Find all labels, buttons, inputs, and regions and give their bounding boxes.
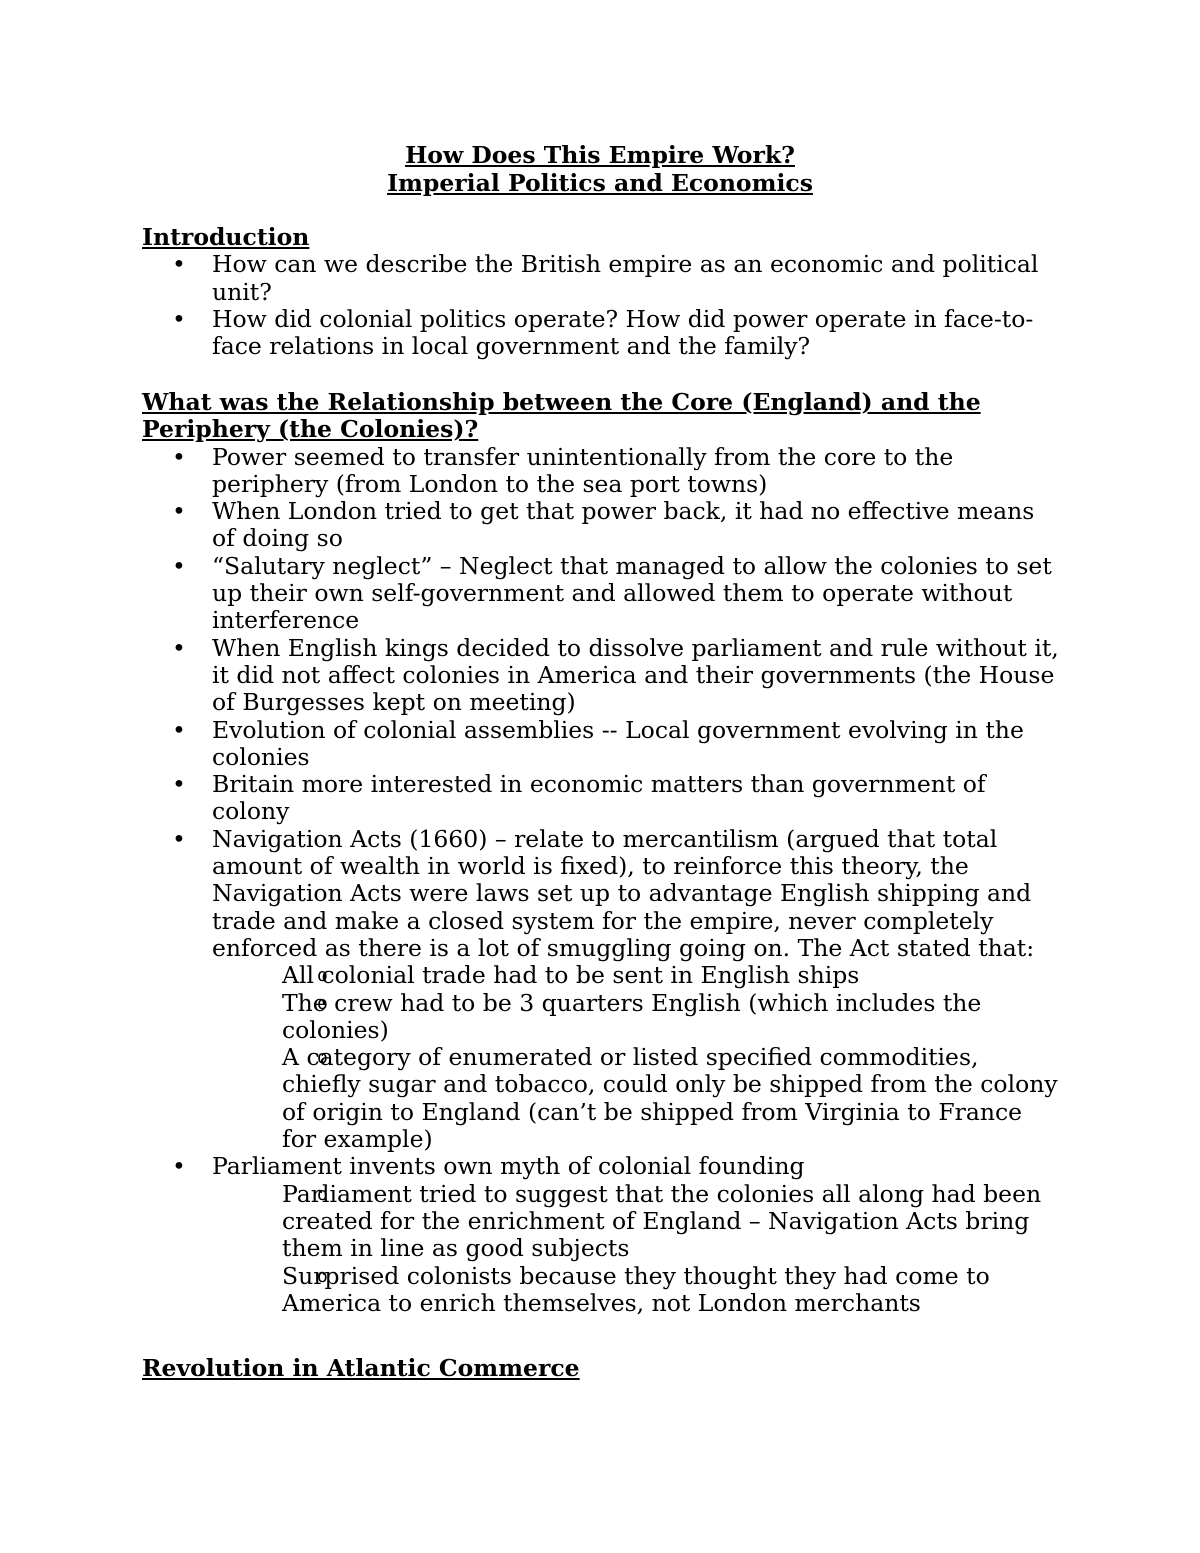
section-core-periphery bbox=[142, 389, 1062, 1317]
bullet-list bbox=[142, 444, 1062, 1318]
list-item-text: Parliament invents own myth of colonial founding bbox=[212, 1152, 805, 1181]
list-item bbox=[142, 826, 1062, 1154]
list-item: • Britain more interested in economic matters than government of colony bbox=[142, 771, 1062, 826]
list-item-text: Navigation Acts (1660) – relate to mercantilism (argued that total amount of wealth in world is fixed), to reinforce this theory, the Navigation Acts were laws set up to advantage English shipping and trade and make a closed system for the empire, never completely enforced as there is a lot of smuggling going on. The Act stated that: bbox=[212, 824, 1035, 962]
bullet-list bbox=[142, 251, 1062, 360]
sub-bullet-list bbox=[212, 962, 1062, 1153]
section-heading: Revolution in Atlantic Commerce bbox=[142, 1354, 580, 1382]
document-subtitle: Imperial Politics and Economics bbox=[387, 169, 813, 197]
list-item: • How did colonial politics operate? How did power operate in face-to-face relations in local government and the family? bbox=[142, 306, 1062, 361]
document-titles bbox=[0, 141, 1200, 197]
section-heading: What was the Relationship between the Core (England) and the Periphery (the Colonies)? bbox=[142, 388, 981, 444]
list-item: • “Salutary neglect” – Neglect that managed to allow the colonies to set up their own self-government and allowed them to operate without interference bbox=[142, 553, 1062, 635]
list-item: • Evolution of colonial assemblies -- Local government evolving in the colonies bbox=[142, 717, 1062, 772]
list-item: • When London tried to get that power back, it had no effective means of doing so bbox=[142, 498, 1062, 553]
sub-list-item: o A category of enumerated or listed specified commodities, chiefly sugar and tobacco, could only be shipped from the colony of origin to England (can’t be shipped from Virginia to France for example) bbox=[212, 1044, 1062, 1153]
list-item: • When English kings decided to dissolve parliament and rule without it, it did not affect colonies in America and their governments (the House of Burgesses kept on meeting) bbox=[142, 635, 1062, 717]
list-item bbox=[142, 1153, 1062, 1317]
sub-bullet-list bbox=[212, 1181, 1062, 1317]
section-introduction bbox=[142, 224, 1062, 360]
section-heading: Introduction bbox=[142, 223, 310, 251]
sub-list-item: o Surprised colonists because they thought they had come to America to enrich themselves, not London merchants bbox=[212, 1263, 1062, 1318]
list-item: • Power seemed to transfer unintentionally from the core to the periphery (from London to the sea port towns) bbox=[142, 444, 1062, 499]
sub-list-item: o Parliament tried to suggest that the colonies all along had been created for the enrichment of England – Navigation Acts bring them in line as good subjects bbox=[212, 1181, 1062, 1263]
sub-list-item: o The crew had to be 3 quarters English (which includes the colonies) bbox=[212, 990, 1062, 1045]
sub-list-item: o All colonial trade had to be sent in English ships bbox=[212, 962, 1062, 989]
list-item: • How can we describe the British empire as an economic and political unit? bbox=[142, 251, 1062, 306]
document-title: How Does This Empire Work? bbox=[405, 141, 795, 169]
section-revolution-atlantic-commerce bbox=[142, 1355, 1062, 1382]
